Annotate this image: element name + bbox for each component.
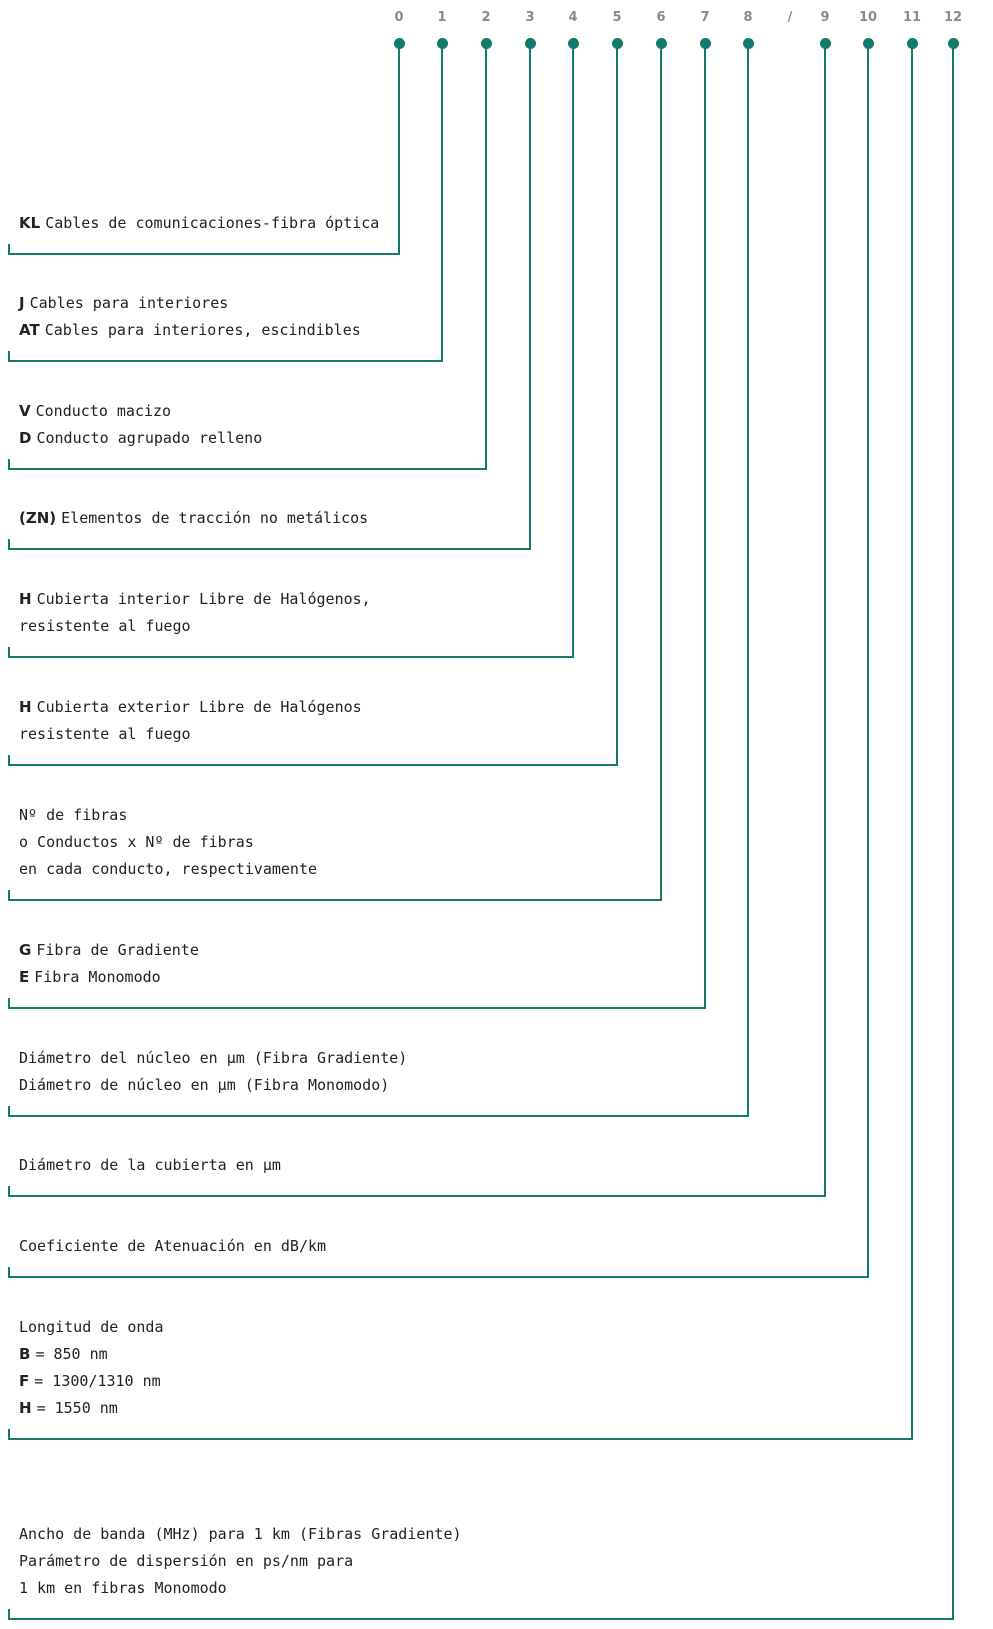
legend-entry-12 [19,1521,462,1602]
connector-vertical-6 [660,44,662,900]
connector-vertical-10 [867,44,869,1277]
legend-entry-2 [19,398,262,452]
legend-text: Cables para interiores, escindibles [44,321,361,339]
legend-text: Conducto agrupado relleno [36,429,263,447]
connector-tick-12 [8,1609,10,1619]
connector-tick-7 [8,998,10,1008]
column-number-12: 12 [943,10,963,25]
connector-tick-8 [8,1106,10,1116]
column-number-6: 6 [656,10,666,25]
legend-line [19,210,379,237]
legend-code: H [19,1399,32,1417]
legend-code: F [19,1372,30,1390]
column-number-2: 2 [481,10,491,25]
column-number-11: 11 [902,10,922,25]
connector-horizontal-6 [8,899,662,901]
legend-line [19,505,368,532]
legend-entry-4 [19,586,371,640]
connector-horizontal-11 [8,1438,913,1440]
legend-code: H [19,590,32,608]
column-number-7: 7 [700,10,710,25]
legend-entry-3 [19,505,368,532]
legend-code: J [19,294,25,312]
connector-horizontal-2 [8,468,487,470]
connector-tick-1 [8,351,10,361]
legend-line [19,613,371,640]
legend-text: Conducto macizo [35,402,172,420]
connector-vertical-7 [704,44,706,1008]
legend-entry-10 [19,1233,326,1260]
connector-tick-9 [8,1186,10,1196]
legend-line [19,937,199,964]
legend-entry-5 [19,694,362,748]
legend-text: Parámetro de dispersión en ps/nm para [19,1552,354,1570]
column-number-1: 1 [437,10,447,25]
connector-horizontal-10 [8,1276,869,1278]
legend-line [19,1072,407,1099]
legend-line [19,721,362,748]
column-separator: / [787,10,793,25]
legend-text: Diámetro de la cubierta en µm [19,1156,281,1174]
legend-code: KL [19,214,41,232]
legend-code: AT [19,321,40,339]
legend-line [19,694,362,721]
legend-text: = 1550 nm [36,1399,118,1417]
column-number-10: 10 [858,10,878,25]
legend-text: Cubierta interior Libre de Halógenos, [36,590,371,608]
connector-vertical-8 [747,44,749,1116]
connector-horizontal-1 [8,360,443,362]
legend-text: Elementos de tracción no metálicos [61,509,369,527]
connector-horizontal-12 [8,1618,954,1620]
connector-tick-6 [8,890,10,900]
column-number-8: 8 [743,10,753,25]
connector-horizontal-5 [8,764,618,766]
legend-line [19,1341,164,1368]
legend-text: o Conductos x Nº de fibras [19,833,254,851]
connector-vertical-3 [529,44,531,549]
column-number-9: 9 [820,10,830,25]
legend-text: Cables para interiores [29,294,229,312]
connector-vertical-9 [824,44,826,1196]
legend-text: Diámetro del núcleo en µm (Fibra Gradiente) [19,1049,408,1067]
connector-horizontal-8 [8,1115,749,1117]
legend-entry-11 [19,1314,164,1422]
legend-line [19,1233,326,1260]
legend-code: G [19,941,32,959]
connector-tick-5 [8,755,10,765]
legend-line [19,425,262,452]
legend-text: Cables de comunicaciones-fibra óptica [45,214,380,232]
legend-line [19,829,317,856]
legend-code: H [19,698,32,716]
legend-line [19,964,199,991]
column-number-3: 3 [525,10,535,25]
legend-text: resistente al fuego [19,617,191,635]
legend-text: Fibra Monomodo [34,968,161,986]
legend-line [19,398,262,425]
legend-text: Diámetro de núcleo en µm (Fibra Monomodo) [19,1076,390,1094]
connector-vertical-12 [952,44,954,1619]
legend-code: B [19,1345,31,1363]
legend-text: 1 km en fibras Monomodo [19,1579,227,1597]
legend-entry-9 [19,1152,281,1179]
legend-text: = 850 nm [35,1345,108,1363]
connector-tick-2 [8,459,10,469]
legend-line [19,1395,164,1422]
connector-horizontal-4 [8,656,574,658]
legend-entry-8 [19,1045,407,1099]
legend-line [19,317,361,344]
connector-horizontal-0 [8,253,400,255]
connector-tick-10 [8,1267,10,1277]
legend-text: resistente al fuego [19,725,191,743]
column-number-4: 4 [568,10,578,25]
legend-line [19,1575,462,1602]
legend-text: en cada conducto, respectivamente [19,860,318,878]
legend-code: D [19,429,32,447]
legend-code: E [19,968,30,986]
legend-code: V [19,402,31,420]
connector-vertical-4 [572,44,574,657]
legend-entry-7 [19,937,199,991]
legend-line [19,1045,407,1072]
legend-text: Cubierta exterior Libre de Halógenos [36,698,362,716]
legend-text: Coeficiente de Atenuación en dB/km [19,1237,327,1255]
legend-text: = 1300/1310 nm [34,1372,161,1390]
legend-entry-1 [19,290,361,344]
connector-tick-11 [8,1429,10,1439]
legend-entry-0 [19,210,379,237]
connector-tick-3 [8,539,10,549]
legend-line [19,1314,164,1341]
column-number-0: 0 [394,10,404,25]
legend-text: Fibra de Gradiente [36,941,199,959]
legend-text: Longitud de onda [19,1318,164,1336]
legend-line [19,290,361,317]
connector-vertical-11 [911,44,913,1439]
legend-line [19,1521,462,1548]
connector-horizontal-3 [8,548,531,550]
legend-line [19,1152,281,1179]
legend-line [19,1368,164,1395]
legend-text: Ancho de banda (MHz) para 1 km (Fibras Gradiente) [19,1525,462,1543]
legend-line [19,856,317,883]
legend-line [19,586,371,613]
connector-vertical-1 [441,44,443,361]
connector-horizontal-7 [8,1007,706,1009]
legend-text: Nº de fibras [19,806,128,824]
legend-code: (ZN) [19,509,57,527]
connector-tick-4 [8,647,10,657]
legend-entry-6 [19,802,317,883]
connector-vertical-5 [616,44,618,765]
legend-line [19,1548,462,1575]
connector-vertical-0 [398,44,400,254]
legend-line [19,802,317,829]
column-number-5: 5 [612,10,622,25]
connector-tick-0 [8,244,10,254]
connector-horizontal-9 [8,1195,826,1197]
connector-vertical-2 [485,44,487,469]
